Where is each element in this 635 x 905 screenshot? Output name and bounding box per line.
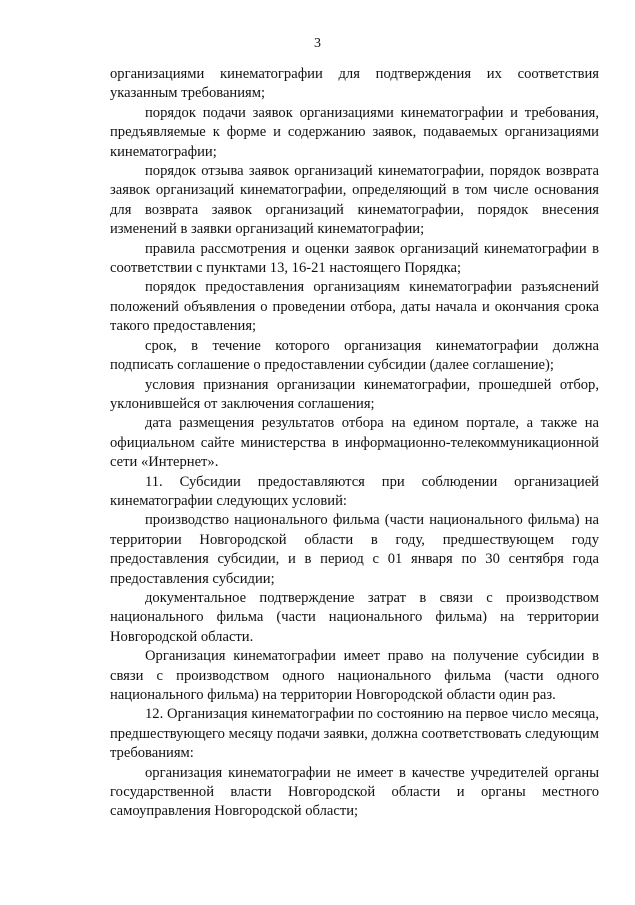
paragraph: организациями кинематографии для подтверждения их соответствия указанным требованиям; bbox=[110, 66, 599, 102]
paragraph: правила рассмотрения и оценки заявок организаций кинематографии в соответствии с пунктами 13, 16-21 настоящего Порядка; bbox=[110, 240, 599, 277]
page-number: 3 bbox=[314, 36, 321, 51]
paragraph: Организация кинематографии имеет право на получение субсидии в связи с производством одного национального фильма (части одного национального фильма) на территории Новгородской области один раз. bbox=[110, 648, 599, 703]
section-paragraph-12: 12. Организация кинематографии по состоянию на первое число месяца, предшествующего месяцу подачи заявки, должна соответствовать следующим требованиям: bbox=[110, 706, 599, 762]
document-body bbox=[110, 65, 599, 822]
paragraph: порядок предоставления организациям кинематографии разъяснений положений объявления о проведении отбора, даты начала и окончания срока такого предоставления; bbox=[110, 279, 599, 335]
paragraph: порядок отзыва заявок организаций кинематографии, порядок возврата заявок организаций кинематографии, определяющий в том числе основания для возврата заявок организаций кинематографии, порядок внесения изменений в заявки организаций кинематографии; bbox=[110, 163, 599, 238]
paragraph: производство национального фильма (части национального фильма) на территории Новгородской области в году, предшествующем году предоставления субсидии, и в период с 01 января по 30 сентября года предоставления субсидии; bbox=[110, 512, 599, 587]
paragraph: дата размещения результатов отбора на едином портале, а также на официальном сайте министерства в информационно-телекоммуникационной сети «Интернет». bbox=[110, 415, 599, 471]
paragraph: организация кинематографии не имеет в качестве учредителей органы государственной власти Новгородской области и органы местного самоуправления Новгородской области; bbox=[110, 764, 599, 820]
section-paragraph-11: 11. Субсидии предоставляются при соблюдении организацией кинематографии следующих условий: bbox=[110, 473, 599, 509]
paragraph: условия признания организации кинематографии, прошедшей отбор, уклонившейся от заключения соглашения; bbox=[110, 376, 599, 412]
paragraph: порядок подачи заявок организациями кинематографии и требования, предъявляемые к форме и содержанию заявок, подаваемых организациями кинематографии; bbox=[110, 104, 599, 160]
paragraph: срок, в течение которого организация кинематографии должна подписать соглашение о предоставлении субсидии (далее соглашение); bbox=[110, 337, 599, 374]
paragraph: документальное подтверждение затрат в связи с производством национального фильма (части национального фильма) на территории Новгородской области. bbox=[110, 589, 599, 645]
